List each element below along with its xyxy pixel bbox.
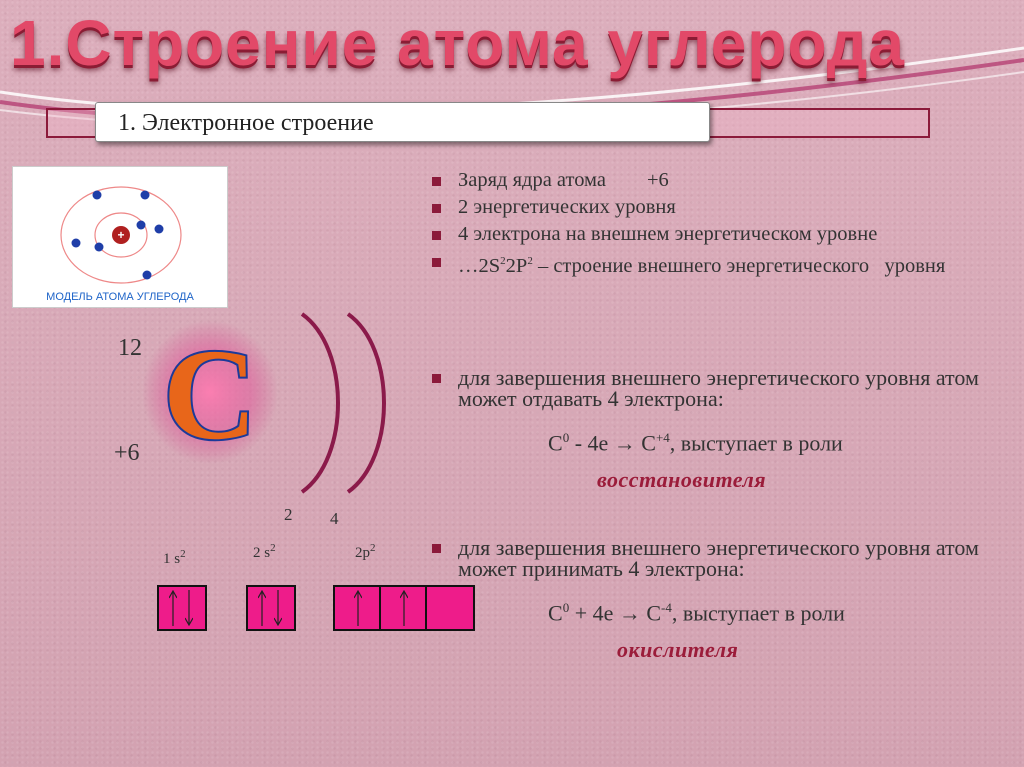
level-2-count: 4	[330, 509, 339, 528]
bullet-square-icon	[432, 204, 441, 213]
list-item: Заряд ядра атома +6	[430, 170, 1010, 191]
section-label: 1. Электронное строение	[95, 102, 710, 142]
orbital-cell	[159, 587, 205, 629]
list-item: 4 электрона на внешнем энергетическом уровне	[430, 224, 1010, 245]
list-item: 2 энергетических уровня	[430, 197, 1010, 218]
spin-up-arrow	[354, 590, 362, 626]
spin-up-arrow	[258, 590, 266, 626]
mass-number: 12	[118, 335, 142, 361]
bullet-square-icon	[432, 258, 441, 267]
model-caption: МОДЕЛЬ АТОМА УГЛЕРОДА	[46, 291, 194, 303]
spin-down-arrow	[274, 590, 282, 626]
nuclear-charge: +6	[114, 440, 140, 466]
list-item: для завершения внешнего энергетического уровня атом может принимать 4 электрона:	[430, 537, 1010, 579]
orbital-label-2s: 2 $s^2$	[253, 542, 276, 561]
bullet-square-icon	[432, 544, 441, 553]
orbital-2s	[246, 585, 296, 631]
element-symbol-text: C	[163, 323, 257, 467]
slide-title: 1.Строение атома углерода	[10, 7, 905, 79]
orbital-label-2p: $2p^2$	[355, 542, 376, 561]
list-item: $\dots 2S^22P^2$ – строение внешнего энергетического уровня	[430, 251, 1010, 277]
atom-model-image	[12, 166, 228, 308]
orbital-2p	[333, 585, 475, 631]
orbital-cell	[335, 587, 381, 629]
orbital-cell	[248, 587, 294, 629]
orbital-cell	[427, 587, 473, 629]
spin-up-arrow	[169, 590, 177, 626]
element-symbol-c	[140, 320, 280, 470]
orbital-cell	[381, 587, 427, 629]
oxidizer-block	[430, 537, 1010, 579]
reducer-block	[430, 367, 1010, 409]
reducer-role: восстановителя	[597, 467, 767, 492]
bullet-square-icon	[432, 374, 441, 383]
list-item: для завершения внешнего энергетического уровня атом может отдавать 4 электрона:	[430, 367, 1010, 409]
energy-level-arcs	[290, 308, 400, 508]
level-1-count: 2	[284, 505, 293, 524]
orbital-1s	[157, 585, 207, 631]
oxidizer-equation: $С^0 + 4е \to С^{-4}$, выступает в роли	[548, 600, 845, 626]
nucleus-sign: +	[117, 228, 125, 242]
oxidizer-role: окислителя	[617, 637, 739, 662]
spin-down-arrow	[185, 590, 193, 626]
facts-list	[430, 170, 1010, 283]
atom-diagram	[13, 167, 227, 291]
spin-up-arrow	[400, 590, 408, 626]
bullet-square-icon	[432, 177, 441, 186]
reducer-equation: $С^0 - 4е \to С^{+4}$, выступает в роли	[548, 430, 843, 456]
bullet-square-icon	[432, 231, 441, 240]
orbital-label-1s: 1 $s^2$	[163, 548, 186, 567]
